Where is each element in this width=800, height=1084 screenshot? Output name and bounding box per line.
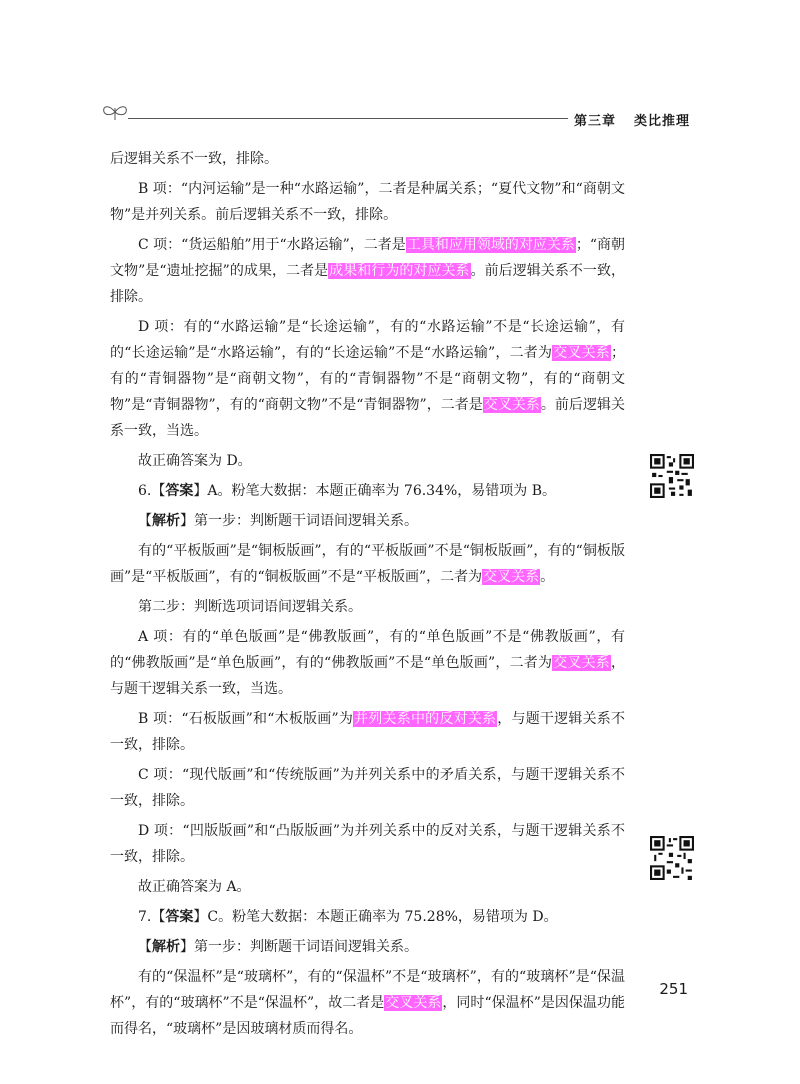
paragraph — [110, 232, 625, 310]
highlight-term: 交叉关系 — [553, 345, 610, 361]
paragraph — [110, 508, 625, 534]
body-text — [110, 146, 625, 1046]
text-run: 】A。粉笔大数据：本题正确率为 76.34%，易错项为 B。 — [193, 483, 557, 499]
text-run: 后逻辑关系不一致，排除。 — [110, 151, 278, 167]
highlight-term: 工具和应用领域的对应关系 — [406, 237, 575, 253]
highlight-term: 交叉关系 — [483, 569, 540, 585]
highlight-term: 并列关系中的反对关系 — [354, 711, 497, 727]
running-head — [574, 110, 690, 129]
paragraph — [110, 594, 625, 620]
paragraph — [110, 762, 625, 814]
text-run: 故正确答案为 A。 — [138, 879, 251, 895]
text-run: B 项：“内河运输”是一种“水路运输”，二者是种属关系；“夏代文物”和“商朝文物”是并列关系。前后逻辑关系不一致，排除。 — [110, 181, 625, 223]
page-header — [0, 0, 800, 135]
paragraph — [110, 904, 625, 930]
chapter-title: 类比推理 — [634, 114, 691, 129]
text-run: 【 — [138, 939, 152, 955]
bold-label: 答案 — [165, 483, 194, 499]
text-run: 6.【 — [138, 483, 166, 499]
text-run: ，与题干逻辑关系不一致，排除。 — [110, 711, 626, 753]
paragraph — [110, 934, 625, 960]
text-run: B 项：“石板版画”和“木板版画”为 — [138, 711, 354, 727]
highlight-term: 交叉关系 — [385, 995, 442, 1011]
text-run: 【 — [138, 513, 152, 529]
qr-code-icon[interactable] — [650, 454, 694, 498]
text-run: A 项：有的“单色版画”是“佛教版画”，有的“单色版画”不是“佛教版画”，有的“佛教版画”是“单色版画”，有的“佛教版画”不是“单色版画”，二者为 — [110, 629, 625, 671]
highlight-term: 成果和行为的对应关系 — [329, 263, 470, 279]
text-run: D 项：有的“水路运输”是“长途运输”，有的“水路运输”不是“长途运输”，有的“长途运输”是“水路运输”，有的“长途运输”不是“水路运输”，二者为 — [110, 319, 625, 361]
bold-label: 解析 — [152, 939, 180, 955]
text-run: D 项：“凹版版画”和“凸版版画”为并列关系中的反对关系，与题干逻辑关系不一致，排除。 — [110, 823, 625, 865]
paragraph — [110, 874, 625, 900]
text-run: 】C。粉笔大数据：本题正确率为 75.28%，易错项为 D。 — [193, 909, 558, 925]
text-run: 。前后逻辑关系一致，当选。 — [110, 397, 626, 439]
highlight-term: 交叉关系 — [483, 397, 540, 413]
text-run: 】第一步：判断题干词语间逻辑关系。 — [180, 513, 418, 529]
paragraph — [110, 146, 625, 172]
highlight-term: 交叉关系 — [553, 655, 610, 671]
qr-code-icon[interactable] — [650, 836, 694, 880]
text-run: ，与题干逻辑关系一致，当选。 — [110, 655, 625, 697]
text-run: 。 — [540, 569, 555, 585]
text-run: 。前后逻辑关系不一致，排除。 — [110, 263, 626, 305]
text-run: 有的“保温杯”是“玻璃杯”，有的“保温杯”不是“玻璃杯”，有的“玻璃杯”是“保温杯”，有的“玻璃杯”不是“保温杯”，故二者是 — [110, 969, 625, 1011]
text-run: 】第一步：判断题干词语间逻辑关系。 — [180, 939, 418, 955]
text-run: ；有的“青铜器物”是“商朝文物”，有的“青铜器物”不是“商朝文物”，有的“商朝文物”是“青铜器物”，有的“商朝文物”不是“青铜器物”，二者是 — [110, 345, 625, 413]
paragraph — [110, 706, 625, 758]
paragraph — [110, 314, 625, 444]
paragraph — [110, 818, 625, 870]
header-rule — [128, 118, 568, 119]
text-run: 7.【 — [138, 909, 166, 925]
bold-label: 解析 — [152, 513, 180, 529]
page-number: 251 — [659, 980, 688, 998]
text-run: ；“商朝文物”是“遗址挖掘”的成果，二者是 — [110, 237, 625, 279]
paragraph — [110, 538, 625, 590]
text-run: 第二步：判断选项词语间逻辑关系。 — [138, 599, 362, 615]
paragraph — [110, 964, 625, 1042]
paragraph — [110, 176, 625, 228]
paragraph — [110, 624, 625, 702]
bold-label: 答案 — [165, 909, 194, 925]
text-run: C 项：“货运船舶”用于“水路运输”，二者是 — [138, 237, 406, 253]
text-run: C 项：“现代版画”和“传统版画”为并列关系中的矛盾关系，与题干逻辑关系不一致，排除。 — [110, 767, 625, 809]
chapter-label: 第三章 — [574, 114, 617, 129]
text-run: ，同时“保温杯”是因保温功能而得名，“玻璃杯”是因玻璃材质而得名。 — [110, 995, 625, 1037]
paragraph — [110, 448, 625, 474]
text-run: 故正确答案为 D。 — [138, 453, 252, 469]
paragraph — [110, 478, 625, 504]
text-run: 有的“平板版画”是“铜板版画”，有的“平板版画”不是“铜板版画”，有的“铜板版画”是“平板版画”，有的“铜板版画”不是“平板版画”，二者为 — [110, 543, 625, 585]
sprout-icon — [100, 100, 130, 124]
